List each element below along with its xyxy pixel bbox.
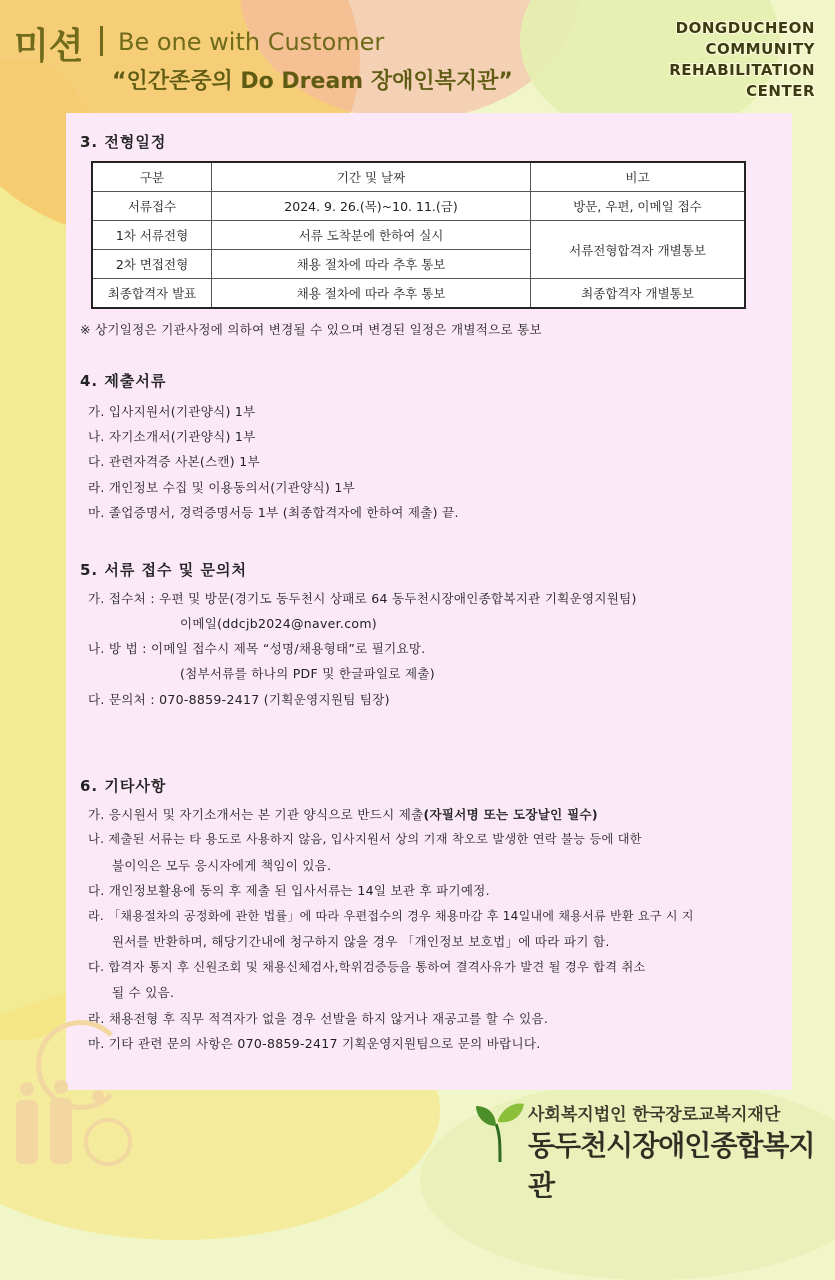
table-header-cell: 기간 및 날짜	[212, 162, 531, 192]
brand-line: DONGDUCHEON	[675, 19, 815, 37]
list-item: 불이익은 모두 응시자에게 책임이 있음.	[112, 858, 332, 873]
table-header-row	[92, 162, 745, 192]
section-title-other: 6. 기타사항	[80, 777, 167, 795]
table-cell: 1차 서류전형	[92, 221, 212, 250]
table-cell: 2024. 9. 26.(목)~10. 11.(금)	[212, 192, 531, 221]
list-item: 마. 졸업증명서, 경력증명서등 1부 (최종합격자에 한하여 제출) 끝.	[88, 505, 459, 520]
section-title-documents: 4. 제출서류	[80, 372, 167, 390]
list-item-emphasis: (자필서명 또는 도장날인 필수)	[423, 807, 598, 822]
schedule-note: ※ 상기일정은 기관사정에 의하여 변경될 수 있으며 변경된 일정은 개별적으로 통보	[80, 322, 542, 337]
table-cell: 최종합격자 개별통보	[531, 279, 746, 309]
person-icon	[54, 1080, 68, 1094]
table-row	[92, 279, 745, 309]
list-item: (첨부서류를 하나의 PDF 및 한글파일로 제출)	[180, 666, 435, 681]
person-icon	[20, 1082, 34, 1096]
table-cell: 채용 절차에 따라 추후 통보	[212, 279, 531, 309]
table-header-cell: 구분	[92, 162, 212, 192]
list-item	[88, 805, 598, 823]
brand-line: COMMUNITY	[705, 40, 815, 58]
table-cell: 서류전형합격자 개별통보	[531, 221, 746, 279]
sprout-logo-icon	[474, 1100, 526, 1164]
list-item: 마. 기타 관련 문의 사항은 070-8859-2417 기획운영지원팀으로 문의 바랍니다.	[88, 1036, 541, 1051]
table-row	[92, 221, 745, 250]
schedule-table	[91, 161, 746, 309]
list-item: 다. 문의처 : 070-8859-2417 (기획운영지원팀 팀장)	[88, 692, 390, 707]
list-item: 다. 합격자 통지 후 신원조회 및 채용신체검사,학위검증등을 통하여 결격사유가 발견 될 경우 합격 취소	[88, 960, 646, 974]
accessibility-logo-ring	[36, 1020, 126, 1110]
table-cell: 서류 도착분에 한하여 실시	[212, 221, 531, 250]
table-cell: 최종합격자 발표	[92, 279, 212, 309]
section-title-contact: 5. 서류 접수 및 문의처	[80, 561, 247, 579]
list-item: 될 수 있음.	[112, 985, 175, 1000]
person-icon	[50, 1098, 72, 1164]
list-item: 가. 접수처 : 우편 및 방문(경기도 동두천시 상패로 64 동두천시장애인종합복지관 기획운영지원팀)	[88, 591, 637, 606]
list-item: 다. 개인정보활용에 동의 후 제출 된 입사서류는 14일 보관 후 파기예정.	[88, 883, 490, 898]
wheelchair-icon	[92, 1090, 104, 1102]
list-item: 나. 자기소개서(기관양식) 1부	[88, 429, 256, 444]
list-item: 다. 관련자격증 사본(스캔) 1부	[88, 454, 260, 469]
brand-line: CENTER	[746, 82, 815, 100]
list-item: 가. 입사지원서(기관양식) 1부	[88, 404, 256, 419]
list-item: 나. 제출된 서류는 타 용도로 사용하지 않음, 입사지원서 상의 기재 착오로 발생한 연락 불능 등에 대한	[88, 832, 642, 846]
wheelchair-icon	[84, 1118, 132, 1166]
table-cell: 방문, 우편, 이메일 접수	[531, 192, 746, 221]
table-cell: 2차 면접전형	[92, 250, 212, 279]
list-item: 원서를 반환하며, 해당기간내에 청구하지 않을 경우 「개인정보 보호법」에 따라 파기 함.	[112, 934, 610, 949]
organization-name: 동두천시장애인종합복지관	[528, 1129, 815, 1202]
list-item: 이메일(ddcjb2024@naver.com)	[180, 616, 377, 631]
list-item-text: 가. 응시원서 및 자기소개서는 본 기관 양식으로 반드시 제출	[88, 807, 424, 822]
person-icon	[16, 1100, 38, 1164]
mission-label: 미션	[14, 26, 84, 67]
section-title-schedule: 3. 전형일정	[80, 133, 167, 151]
table-row	[92, 192, 745, 221]
table-cell: 채용 절차에 따라 추후 통보	[212, 250, 531, 279]
table-header-cell: 비고	[531, 162, 746, 192]
brand-line: REHABILITATION	[669, 61, 815, 79]
mission-quote: “인간존중의 Do Dream 장애인복지관”	[112, 69, 513, 94]
list-item: 라. 채용전형 후 직무 적격자가 없을 경우 선발을 하지 않거나 재공고를 할 수 있음.	[88, 1011, 549, 1026]
table-cell: 서류접수	[92, 192, 212, 221]
list-item: 나. 방 법 : 이메일 접수시 제목 “성명/채용형태”로 필기요망.	[88, 641, 426, 656]
list-item: 라. 「채용절차의 공정화에 관한 법률」에 따라 우편접수의 경우 채용마감 후 14일내에 채용서류 반환 요구 시 지	[88, 909, 694, 923]
list-item: 라. 개인정보 수집 및 이용동의서(기관양식) 1부	[88, 480, 355, 495]
foundation-name: 사회복지법인 한국장로교복지재단	[528, 1105, 781, 1125]
mission-tagline: Be one with Customer	[118, 28, 385, 56]
